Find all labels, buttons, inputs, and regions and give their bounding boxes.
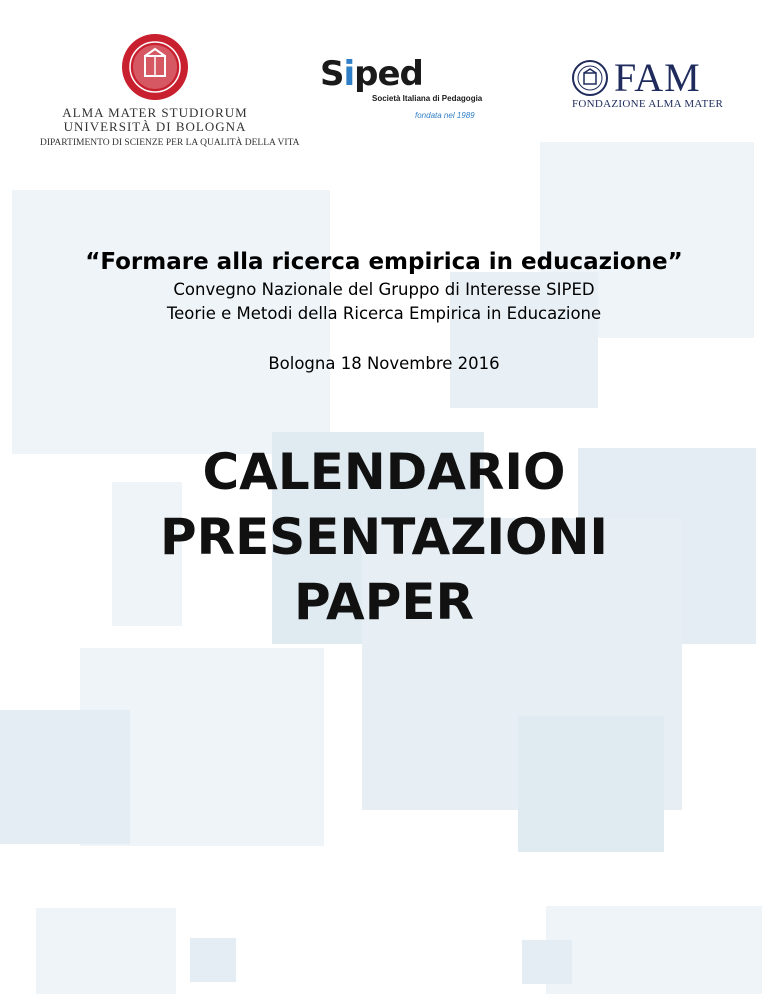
unibo-line2: UNIVERSITÀ DI BOLOGNA xyxy=(63,119,247,134)
header-logos xyxy=(0,0,768,150)
siped-subtitle: Società Italiana di Pedagogia xyxy=(372,94,483,103)
conference-title: “Formare alla ricerca empirica in educazione” xyxy=(85,249,683,275)
heading-line: PAPER xyxy=(293,573,475,631)
fam-seal-icon xyxy=(572,60,608,96)
bg-square xyxy=(546,906,762,994)
unibo-seal-icon xyxy=(120,32,190,102)
conference-info xyxy=(0,246,768,376)
unibo-department: DIPARTIMENTO DI SCIENZE PER LA QUALITÀ DELLA VITA xyxy=(40,138,300,148)
siped-founded: fondata nel 1989 xyxy=(415,111,475,120)
siped-logo xyxy=(320,54,500,120)
conference-subtitle: Convegno Nazionale del Gruppo di Interesse SIPED xyxy=(173,280,595,299)
bg-square xyxy=(36,908,176,994)
conference-theme: Teorie e Metodi della Ricerca Empirica in Educazione xyxy=(166,304,602,323)
conference-date: Bologna 18 Novembre 2016 xyxy=(268,354,500,373)
heading-line: PRESENTAZIONI xyxy=(159,508,609,566)
fam-wordmark: FAM xyxy=(614,55,701,100)
document-heading xyxy=(0,440,768,635)
siped-wordmark: Siped xyxy=(320,54,423,94)
unibo-logo xyxy=(40,32,300,148)
fam-subtitle: FONDAZIONE ALMA MATER xyxy=(572,98,724,110)
fam-logo xyxy=(572,55,732,110)
unibo-line1: ALMA MATER STUDIORUM xyxy=(62,105,248,120)
bg-square xyxy=(190,938,236,982)
bg-square xyxy=(518,716,664,852)
bg-square xyxy=(522,940,572,984)
bg-square xyxy=(0,710,130,844)
heading-line: CALENDARIO xyxy=(202,443,566,501)
